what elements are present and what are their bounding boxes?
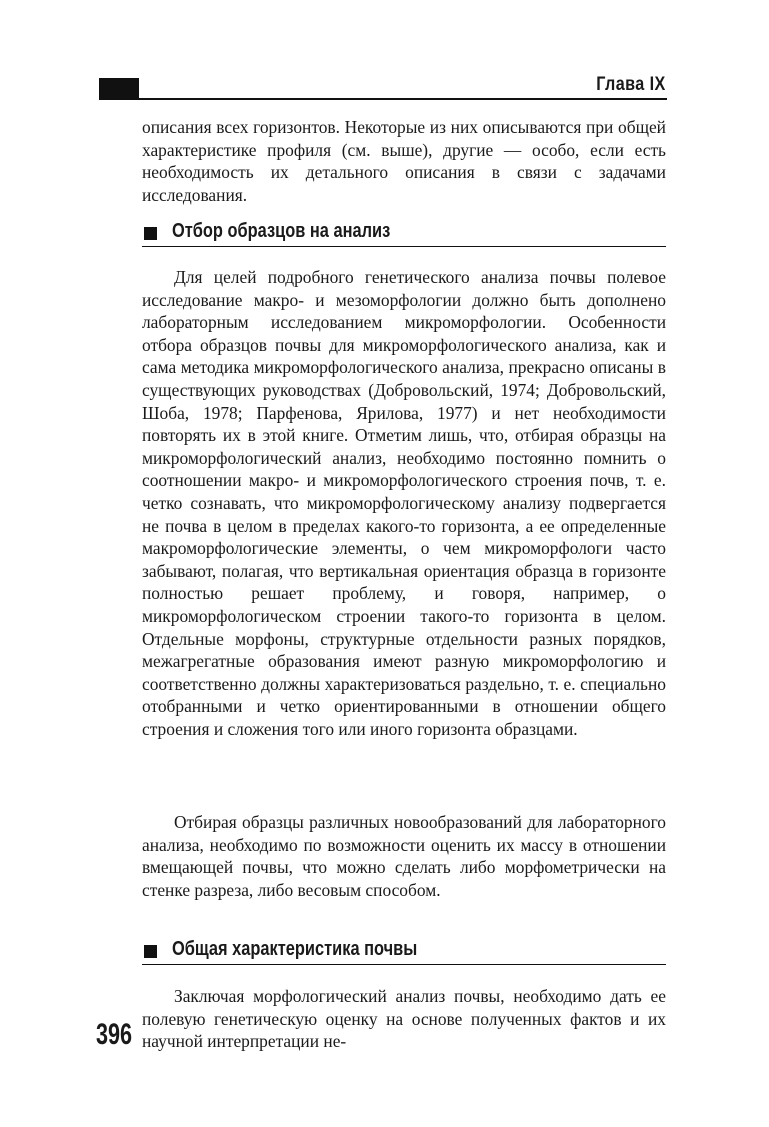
section-title: Отбор образцов на анализ [172,220,391,242]
section-heading-summary [142,938,666,965]
section-title: Общая характеристика почвы [172,938,418,960]
square-bullet-icon [144,227,157,240]
intro-paragraph: описания всех горизонтов. Некоторые из них описываются при общей характеристике профиля (см. выше), другие — особо, если есть необходимость их детального описания в связи с задачами исследования. [142,117,666,205]
header-rule [139,98,667,100]
page-number: 396 [96,1018,133,1051]
section-heading-sampling [142,220,666,247]
square-bullet-icon [144,945,157,958]
summary-paragraph: Заключая морфологический анализ почвы, необходимо дать ее полевую генетическую оценку на основе полученных фактов и их научной интерпретации не- [142,986,666,1052]
header-bar [99,78,139,100]
chapter-title: Глава IX [596,74,666,95]
sampling-paragraph-2: Отбирая образцы различных новообразований для лабораторного анализа, необходимо по возможности оценить их массу в отношении вмещающей почвы, что можно сделать либо морфометрически на стенке разреза, либо весовым способом. [142,812,666,900]
sampling-paragraph-1: Для целей подробного генетического анализа почвы полевое исследование макро- и мезоморфологии должно быть дополнено лабораторным исследованием микроморфологии. Особенности отбора образцов почвы для микроморфологического анализа, как и сама методика микроморфологического анализа, прекрасно описаны в существующих руководствах (Добровольский, 1974; Добровольский, Шоба, 1978; Парфенова, Ярилова, 1977) и нет необходимости повторять их в этой книге. Отметим лишь, что, отбирая образцы на микроморфологический анализ, необходимо постоянно помнить о соотношении макро- и микроморфологического строения почв, т. е. четко сознавать, что микроморфологическому анализу подвергается не почва в целом в пределах какого-то горизонта, а ее определенные макроморфологические элементы, о чем микроморфологи часто забывают, полагая, что вертикальная ориентация образца в горизонте полностью решает проблему, и говоря, например, о микроморфологическом строении такого-то горизонта в целом. Отдельные морфоны, структурные отдельности разных порядков, межагрегатные образования имеют разную микроморфологию и соответственно должны характеризоваться раздельно, т. е. специально отобранными и четко ориентированными в отношении общего строения и сложения того или иного горизонта образцами. [142,267,666,739]
